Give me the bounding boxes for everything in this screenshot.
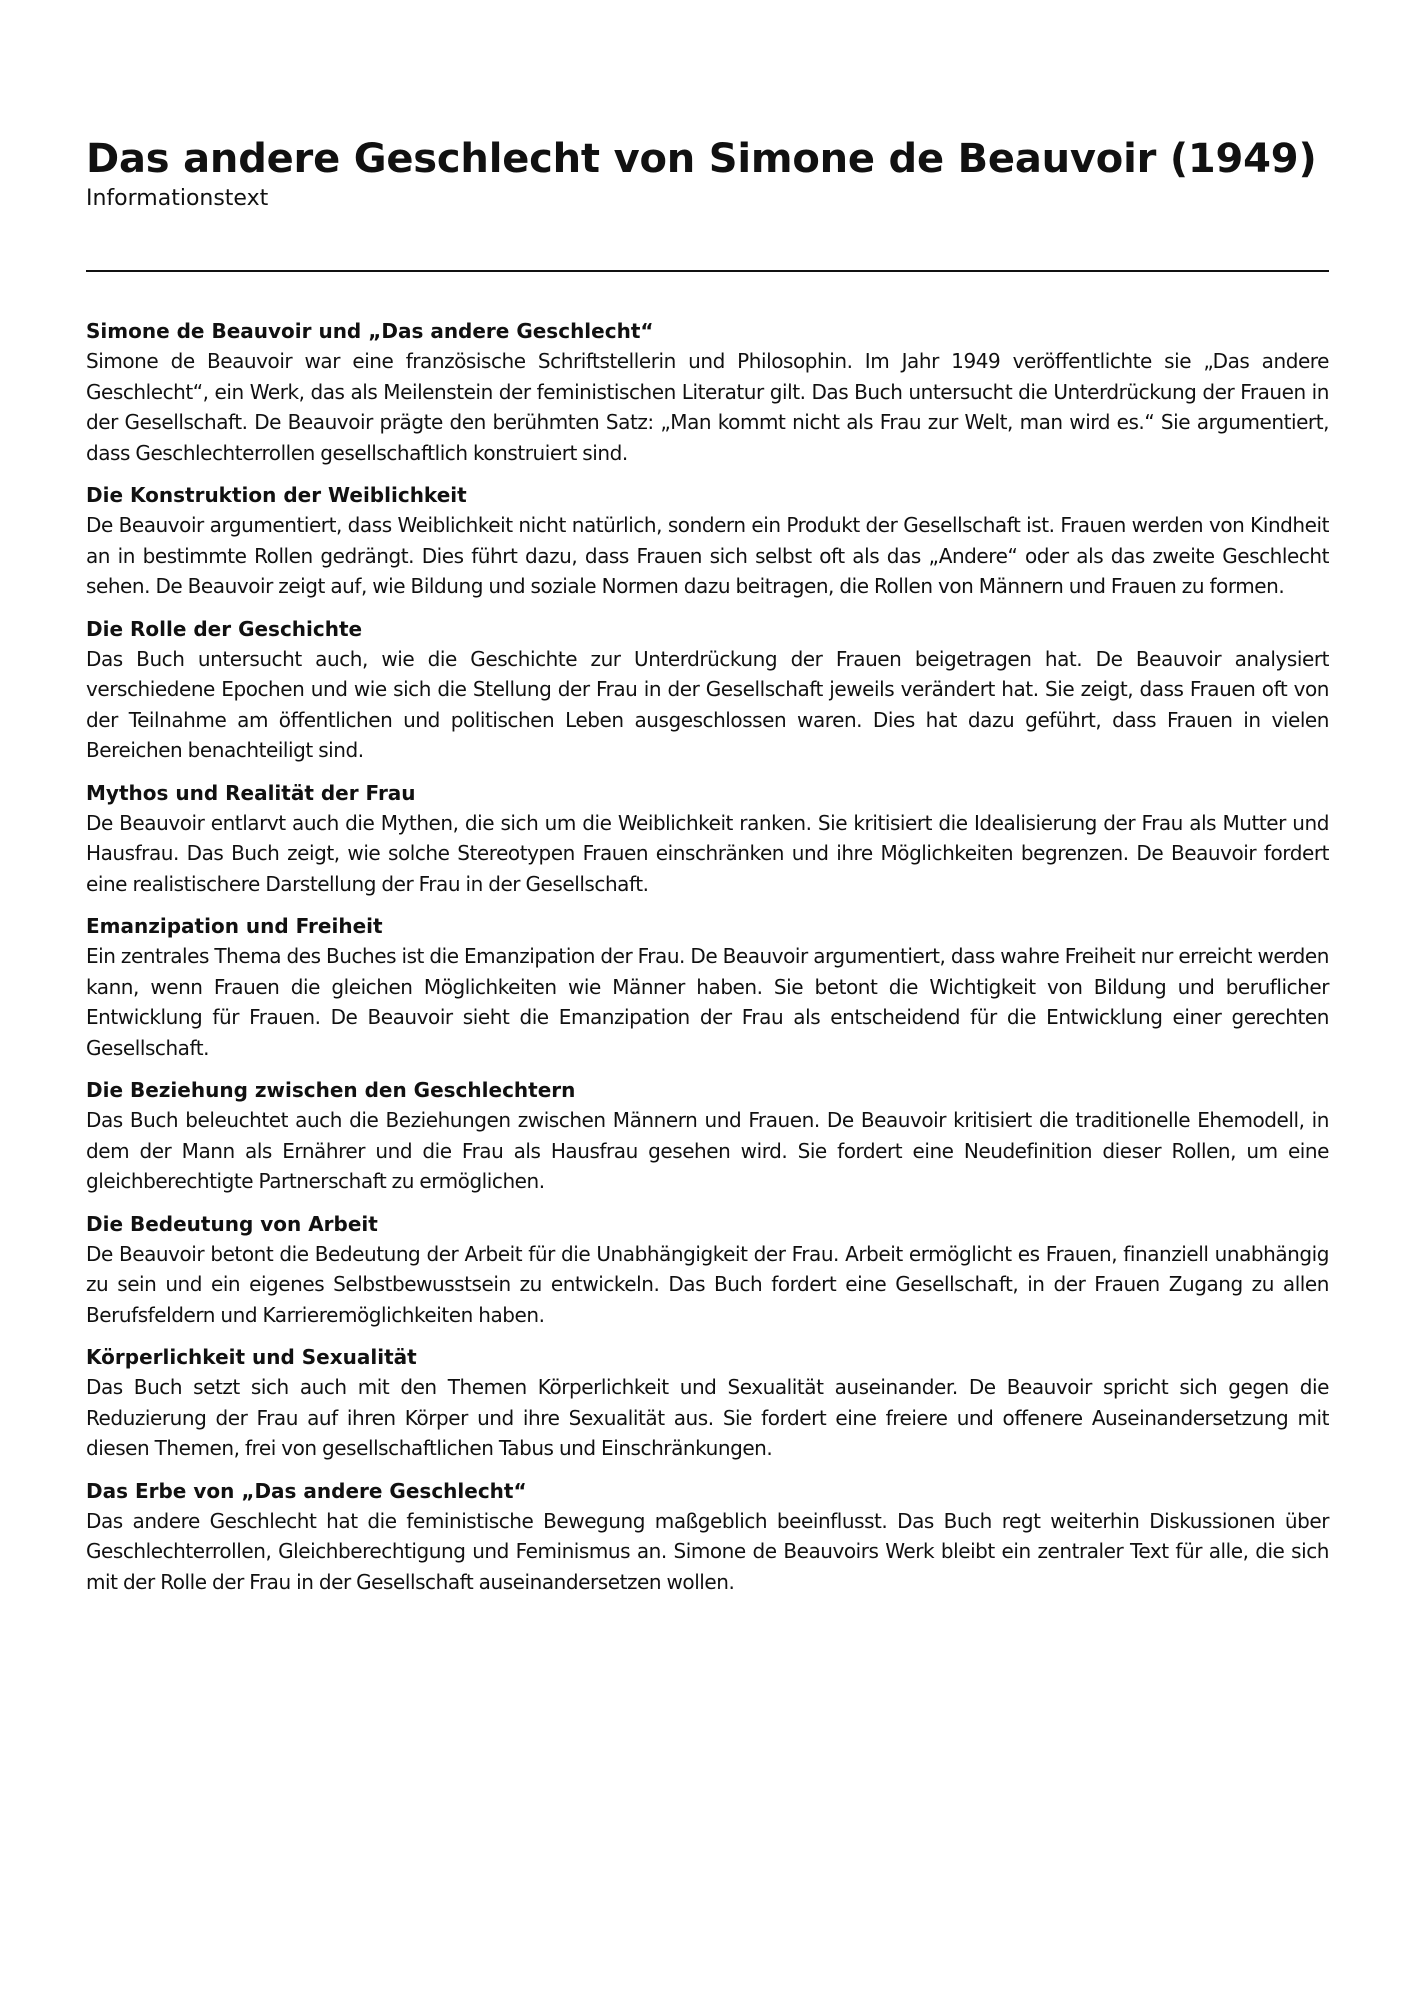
section-arbeit bbox=[86, 1209, 1329, 1331]
section-heading: Simone de Beauvoir und „Das andere Geschlecht“ bbox=[86, 319, 654, 343]
section-intro bbox=[86, 316, 1329, 468]
section-body: Das Buch beleuchtet auch die Beziehungen zwischen Männern und Frauen. De Beauvoir kritisiert die traditionelle Ehemodell, in dem der Mann als Ernährer und die Frau als Hausfrau gesehen wird. Sie fordert eine Neudefinition dieser Rollen, um eine gleichberechtigte Partnerschaft zu ermöglichen. bbox=[86, 1108, 1329, 1193]
section-heading: Das Erbe von „Das andere Geschlecht“ bbox=[86, 1478, 527, 1503]
section-geschichte bbox=[86, 614, 1329, 766]
section-beziehung bbox=[86, 1075, 1329, 1197]
section-heading: Die Konstruktion der Weiblichkeit bbox=[86, 483, 467, 507]
section-heading: Die Bedeutung von Arbeit bbox=[86, 1211, 378, 1236]
section-body: Das Buch untersucht auch, wie die Geschichte zur Unterdrückung der Frauen beigetragen hat. De Beauvoir analysiert verschiedene Epochen und wie sich die Stellung der Frau in der Gesellschaft jeweils verändert hat. Sie zeigt, dass Frauen oft von der Teilnahme am öffentlichen und politischen Leben ausgeschlossen waren. Dies hat dazu geführt, dass Frauen in vielen Bereichen benachteiligt sind. bbox=[86, 646, 1329, 762]
section-erbe bbox=[86, 1476, 1329, 1598]
title-divider bbox=[86, 270, 1329, 272]
section-body: Das Buch setzt sich auch mit den Themen Körperlichkeit und Sexualität auseinander. De Beauvoir spricht sich gegen die Reduzierung der Frau auf ihren Körper und ihre Sexualität aus. Sie fordert eine freiere und offenere Auseinandersetzung mit diesen Themen, frei von gesellschaftlichen Tabus und Einschränkungen. bbox=[86, 1375, 1329, 1460]
section-body: De Beauvoir entlarvt auch die Mythen, die sich um die Weiblichkeit ranken. Sie kritisiert die Idealisierung der Frau als Mutter und Hausfrau. Das Buch zeigt, wie solche Stereotypen Frauen einschränken und ihre Möglichkeiten begrenzen. De Beauvoir fordert eine realistischere Darstellung der Frau in der Gesellschaft. bbox=[86, 810, 1329, 896]
section-heading: Emanzipation und Freiheit bbox=[86, 914, 383, 938]
section-body: Das andere Geschlecht hat die feministische Bewegung maßgeblich beeinflusst. Das Buch regt weiterhin Diskussionen über Geschlechterrollen, Gleichberechtigung und Feminismus an. Simone de Beauvoirs Werk bleibt ein zentraler Text für alle, die sich mit der Rolle der Frau in der Gesellschaft auseinandersetzen wollen. bbox=[86, 1508, 1329, 1594]
section-body: De Beauvoir argumentiert, dass Weiblichkeit nicht natürlich, sondern ein Produkt der Gesellschaft ist. Frauen werden von Kindheit an in bestimmte Rollen gedrängt. Dies führt dazu, dass Frauen sich selbst oft als das „Andere“ oder als das zweite Geschlecht sehen. De Beauvoir zeigt auf, wie Bildung und soziale Normen dazu beitragen, die Rollen von Männern und Frauen zu formen. bbox=[86, 513, 1329, 598]
section-body: De Beauvoir betont die Bedeutung der Arbeit für die Unabhängigkeit der Frau. Arbeit ermöglicht es Frauen, finanziell unabhängig zu sein und ein eigenes Selbstbewusstsein zu entwickeln. Das Buch fordert eine Gesellschaft, in der Frauen Zugang zu allen Berufsfeldern und Karrieremöglichkeiten haben. bbox=[86, 1241, 1329, 1327]
section-heading: Mythos und Realität der Frau bbox=[86, 780, 416, 805]
section-emanzipation bbox=[86, 911, 1329, 1063]
section-heading: Die Rolle der Geschichte bbox=[86, 616, 363, 641]
section-mythos bbox=[86, 778, 1329, 900]
section-body: Ein zentrales Thema des Buches ist die Emanzipation der Frau. De Beauvoir argumentiert, dass wahre Freiheit nur erreicht werden kann, wenn Frauen die gleichen Möglichkeiten wie Männer haben. Sie betont die Wichtigkeit von Bildung und beruflicher Entwicklung für Frauen. De Beauvoir sieht die Emanzipation der Frau als entscheidend für die Entwicklung einer gerechten Gesellschaft. bbox=[86, 944, 1329, 1060]
section-body: Simone de Beauvoir war eine französische Schriftstellerin und Philosophin. Im Jahr 1949 veröffentlichte sie „Das andere Geschlecht“, ein Werk, das als Meilenstein der feministischen Literatur gilt. Das Buch untersucht die Unterdrückung der Frauen in der Gesellschaft. De Beauvoir prägte den berühmten Satz: „Man kommt nicht als Frau zur Welt, man wird es.“ Sie argumentiert, dass Geschlechterrollen gesellschaftlich konstruiert sind. bbox=[86, 349, 1329, 465]
section-heading: Die Beziehung zwischen den Geschlechtern bbox=[86, 1078, 576, 1102]
document-subtitle: Informationstext bbox=[86, 186, 269, 211]
section-heading: Körperlichkeit und Sexualität bbox=[86, 1345, 417, 1369]
section-koerperlichkeit bbox=[86, 1342, 1329, 1464]
document-page bbox=[86, 134, 1329, 1594]
document-title: Das andere Geschlecht von Simone de Beauvoir (1949) bbox=[86, 136, 1317, 182]
section-list bbox=[86, 316, 1329, 1609]
section-konstruktion bbox=[86, 480, 1329, 602]
